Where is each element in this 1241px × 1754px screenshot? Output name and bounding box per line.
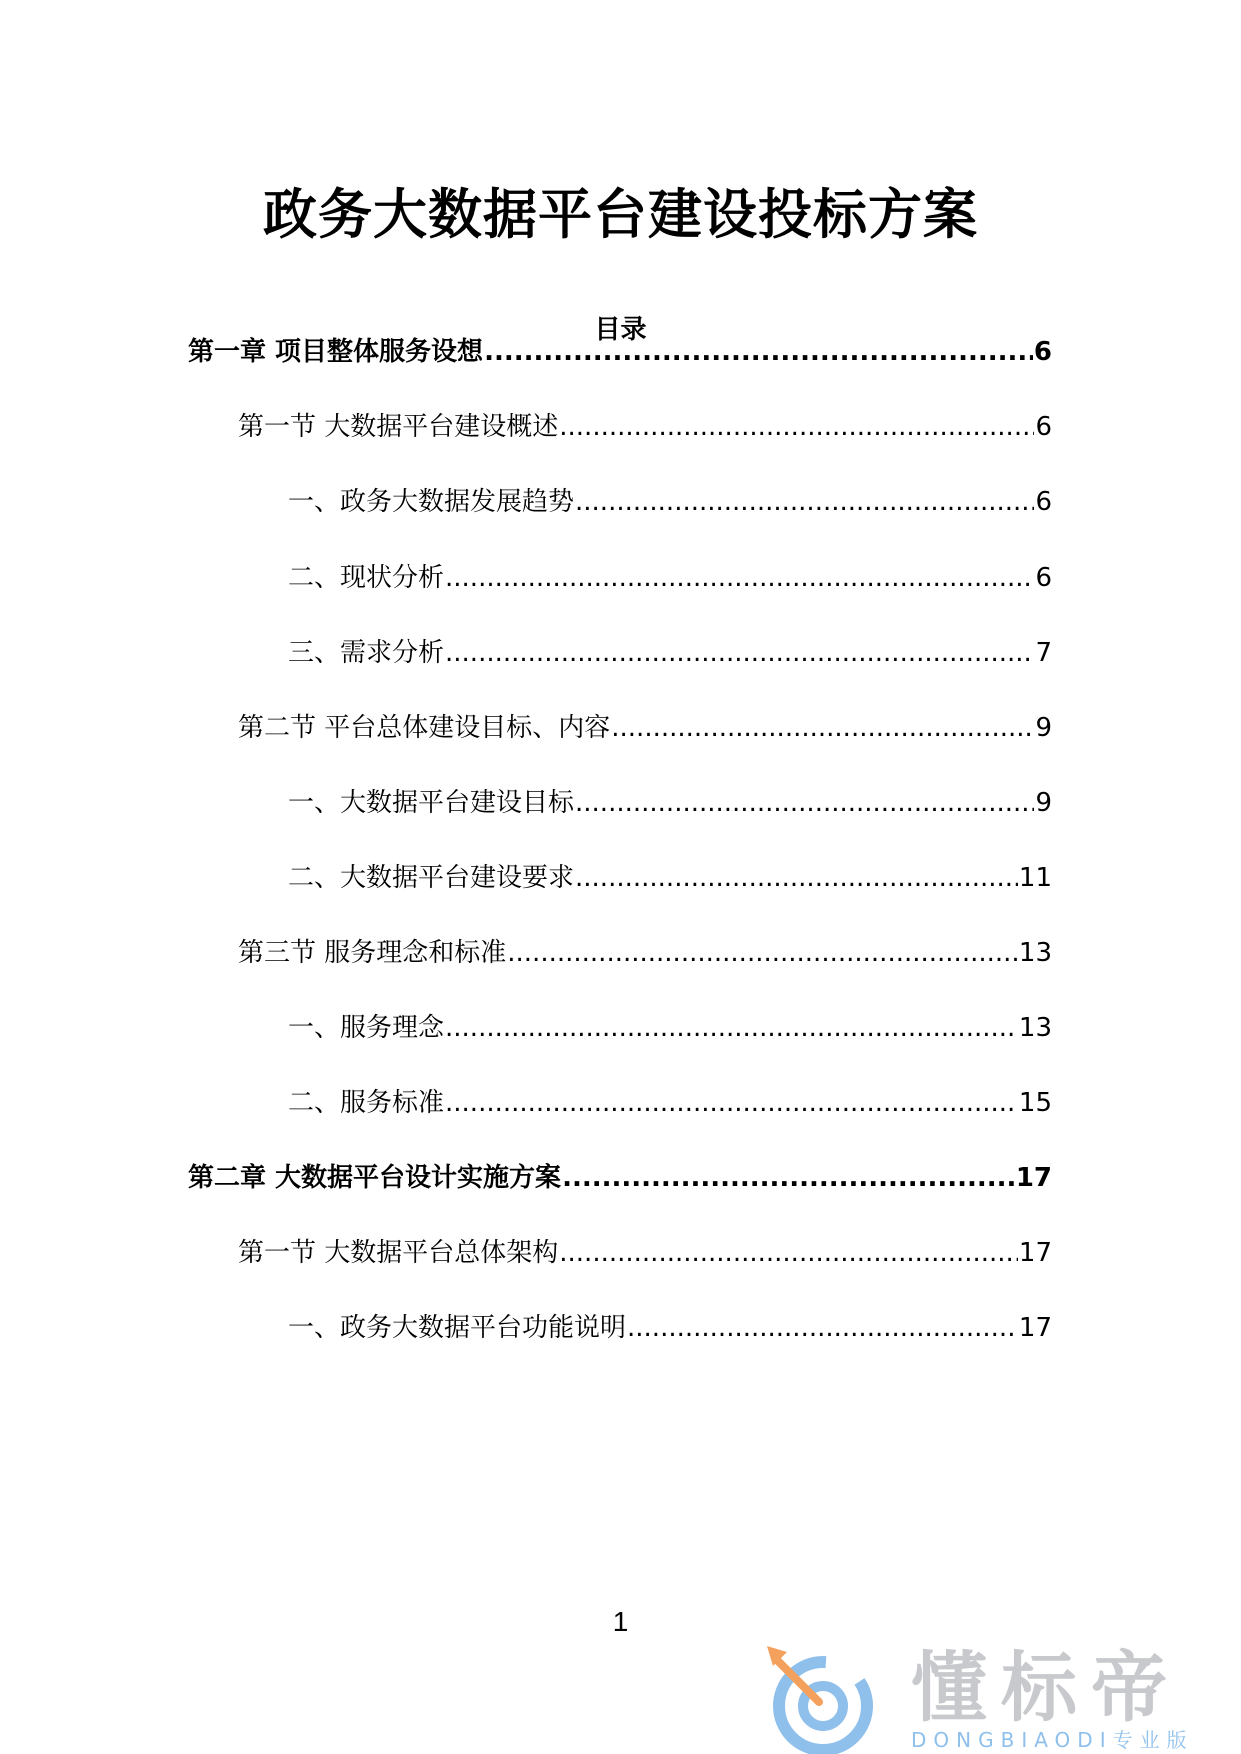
toc-entry-text: 第一节 大数据平台建设概述 xyxy=(238,412,559,442)
toc-entry-text: 二、现状分析 xyxy=(288,563,445,593)
toc-entry-text: 一、政务大数据发展趋势 xyxy=(288,487,575,517)
toc-dot-leader xyxy=(445,1083,1018,1123)
toc-entry-text: 一、政务大数据平台功能说明 xyxy=(288,1313,627,1343)
toc-dot-leader xyxy=(562,1158,1015,1198)
toc-dot-leader xyxy=(575,482,1034,522)
toc-entry-page: 9 xyxy=(1035,713,1052,743)
toc-dot-leader xyxy=(575,783,1034,823)
toc-entry-page: 11 xyxy=(1018,863,1052,893)
toc-dot-leader xyxy=(445,633,1034,673)
watermark-subtitle: DONGBIAODI专业版 xyxy=(911,1728,1194,1752)
toc-entry-page: 9 xyxy=(1035,788,1052,818)
toc-entry-subsection[interactable] xyxy=(288,558,1052,598)
toc-entry-section[interactable] xyxy=(238,1233,1052,1273)
watermark-brand-text: 懂标帝 xyxy=(911,1643,1181,1732)
toc-heading: 目录 xyxy=(594,315,647,345)
toc-entry-text: 一、大数据平台建设目标 xyxy=(288,788,575,818)
toc-entry-text: 三、需求分析 xyxy=(288,638,445,668)
toc-entry-text: 第一节 大数据平台总体架构 xyxy=(238,1238,559,1268)
toc-entry-subsection[interactable] xyxy=(288,858,1052,898)
toc-dot-leader xyxy=(445,1008,1018,1048)
toc-entry-text: 二、大数据平台建设要求 xyxy=(288,863,575,893)
toc-dot-leader xyxy=(611,708,1034,748)
toc-entry-page: 6 xyxy=(1035,487,1052,517)
toc-entry-chapter-1[interactable] xyxy=(188,332,1052,372)
toc-dot-leader xyxy=(575,858,1018,898)
toc-entry-subsection[interactable] xyxy=(288,783,1052,823)
toc-dot-leader xyxy=(627,1308,1018,1348)
page-number: 1 xyxy=(612,1606,629,1637)
toc-entry-text: 一、服务理念 xyxy=(288,1013,445,1043)
toc-entry-text: 第一章 项目整体服务设想 xyxy=(188,337,484,367)
toc-entry-subsection[interactable] xyxy=(288,633,1052,673)
toc-entry-subsection[interactable] xyxy=(288,482,1052,522)
brand-watermark xyxy=(761,1642,1231,1754)
toc-entry-page: 6 xyxy=(1033,337,1052,367)
toc-entry-text: 第二节 平台总体建设目标、内容 xyxy=(238,713,611,743)
target-arrow-icon xyxy=(761,1642,881,1754)
toc-dot-leader xyxy=(445,558,1034,598)
toc-entry-section[interactable] xyxy=(238,933,1052,973)
toc-entry-page: 6 xyxy=(1035,412,1052,442)
toc-entry-page: 6 xyxy=(1035,563,1052,593)
toc-dot-leader xyxy=(507,933,1018,973)
toc-entry-page: 17 xyxy=(1015,1163,1052,1193)
toc-entry-page: 17 xyxy=(1018,1313,1052,1343)
toc-entry-text: 第三节 服务理念和标准 xyxy=(238,938,507,968)
toc-entry-text: 第二章 大数据平台设计实施方案 xyxy=(188,1163,562,1193)
toc-dot-leader xyxy=(484,332,1033,372)
toc-entry-page: 15 xyxy=(1018,1088,1052,1118)
toc-entry-section[interactable] xyxy=(238,407,1052,447)
toc-entry-chapter-2[interactable] xyxy=(188,1158,1052,1198)
toc-dot-leader xyxy=(559,1233,1018,1273)
toc-entry-page: 7 xyxy=(1035,638,1052,668)
toc-entry-subsection[interactable] xyxy=(288,1008,1052,1048)
toc-dot-leader xyxy=(559,407,1034,447)
toc-entry-page: 17 xyxy=(1018,1238,1052,1268)
toc-entry-text: 二、服务标准 xyxy=(288,1088,445,1118)
toc-entry-page: 13 xyxy=(1018,938,1052,968)
toc-entry-subsection[interactable] xyxy=(288,1083,1052,1123)
toc-entry-page: 13 xyxy=(1018,1013,1052,1043)
toc-entry-section[interactable] xyxy=(238,708,1052,748)
document-title: 政务大数据平台建设投标方案 xyxy=(263,183,978,246)
toc-entry-subsection[interactable] xyxy=(288,1308,1052,1348)
